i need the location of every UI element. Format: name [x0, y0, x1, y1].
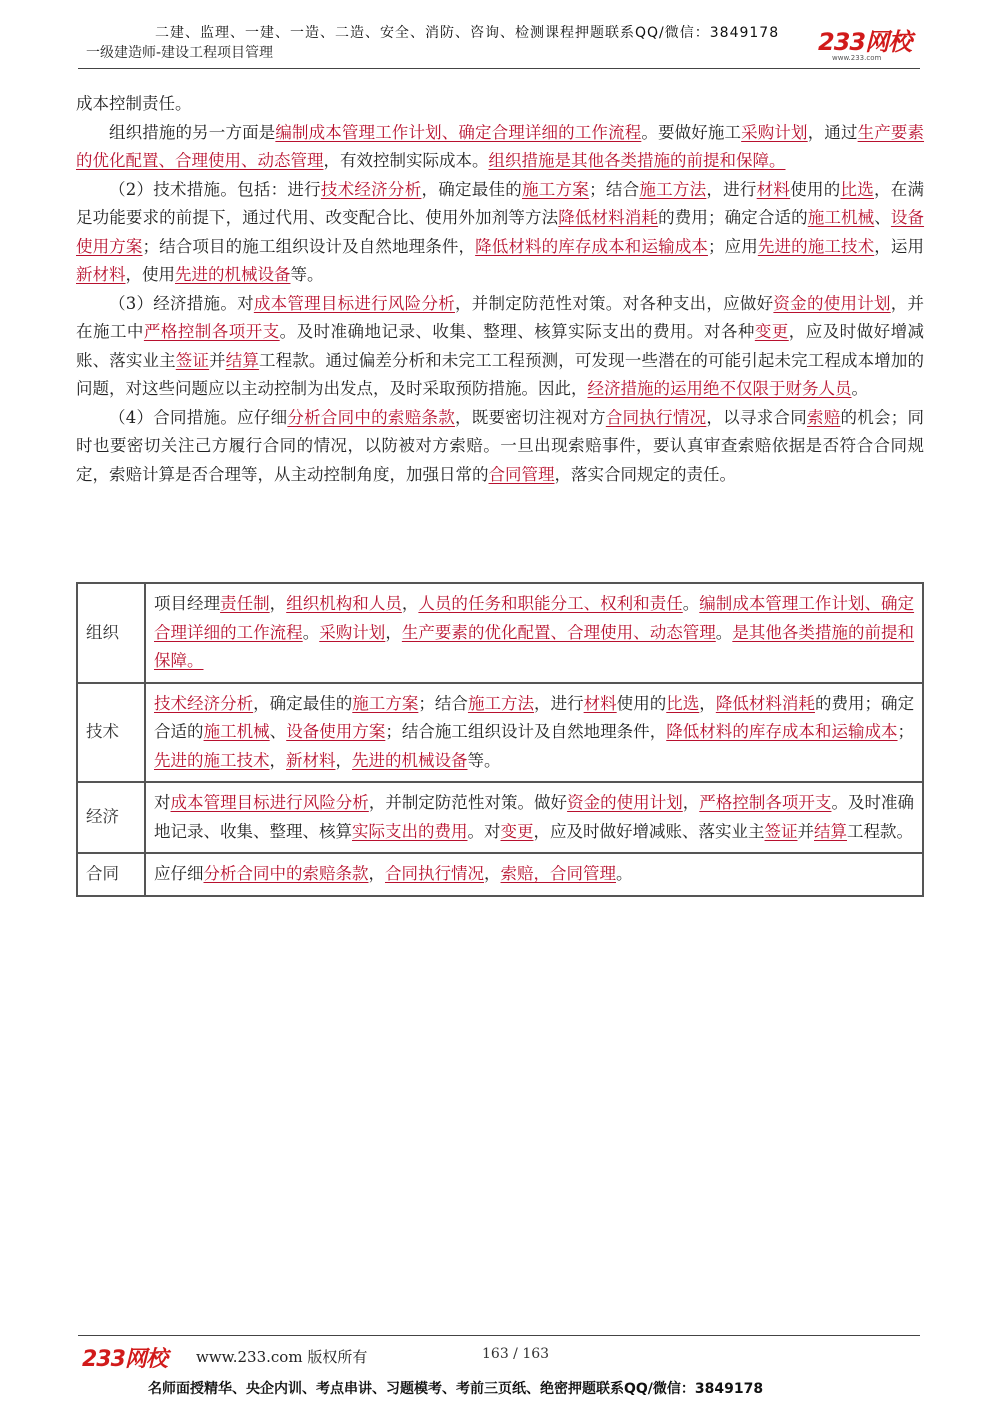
text-run: ；结合施工组织设计及自然地理条件，	[385, 722, 667, 741]
text-run: ，	[401, 594, 419, 613]
text-run: 。	[715, 622, 733, 642]
highlighted-key-term: 先进的施工技术	[757, 236, 875, 256]
highlighted-key-term: 合同管理	[488, 464, 555, 484]
highlighted-key-term: 是其他各类措施的前提和保障。	[154, 622, 915, 670]
highlighted-key-term: 施工方案	[522, 179, 590, 199]
body-paragraph	[76, 90, 924, 119]
highlighted-key-term: 新材料	[76, 265, 126, 284]
text-run: ，落实合同规定的责任。	[554, 464, 736, 484]
table-row	[77, 853, 923, 896]
text-run: ，应及时做好增减账、落实业主	[533, 821, 765, 841]
text-run: ，	[368, 864, 385, 883]
text-run: 。	[682, 594, 700, 613]
text-run: ，	[385, 622, 402, 642]
highlighted-key-term: 实际支出的费用	[352, 821, 468, 841]
text-run: 。及时准确地记录、收集、整理、核算	[154, 793, 915, 841]
measure-description	[145, 853, 923, 896]
text-run: ，应及时做好增减账、落实业主	[76, 322, 925, 370]
text-run: 使用的	[790, 179, 841, 199]
text-run: 。	[616, 864, 633, 883]
highlighted-key-term: 先进的施工技术	[154, 750, 270, 770]
highlighted-key-term: 索赔，合同管理	[500, 864, 616, 883]
measure-category: 组织	[77, 583, 145, 683]
highlighted-key-term: 比选	[840, 179, 875, 199]
highlighted-key-term: 签证	[764, 821, 798, 841]
text-run: ；应用	[707, 236, 758, 256]
brand-logo[interactable]	[818, 30, 918, 62]
text-run: ；结合项目的施工组织设计及自然地理条件，	[142, 236, 476, 256]
highlighted-key-term: 材料	[583, 693, 617, 713]
highlighted-key-term: 施工方法	[467, 693, 535, 713]
text-run: 。对	[467, 821, 501, 841]
body-paragraph	[76, 404, 924, 490]
highlighted-key-term: 采购计划	[319, 622, 386, 642]
highlighted-key-term: 技术经济分析	[320, 179, 422, 199]
text-run: ，确定最佳的	[421, 179, 523, 199]
text-run: ，	[484, 864, 501, 883]
text-run: 的费用；确定合适的	[154, 693, 915, 741]
highlighted-key-term: 技术经济分析	[154, 693, 254, 713]
text-run: 应仔细	[154, 864, 204, 883]
text-run: 、	[874, 208, 891, 227]
highlighted-key-term: 变更	[500, 821, 534, 841]
highlighted-key-term: 责任制	[220, 594, 270, 613]
text-run: 工程款。	[847, 821, 913, 841]
text-run: 项目经理	[154, 594, 221, 613]
text-run: 对	[154, 793, 171, 812]
highlighted-key-term: 编制成本管理工作计划、确定合理详细的工作流程	[154, 594, 915, 642]
highlighted-key-term: 组织措施是其他各类措施的前提和保障。	[488, 151, 786, 170]
page-number: 163 / 163	[482, 1346, 550, 1362]
text-run: 并	[209, 350, 226, 370]
text-run: ，运用	[874, 236, 925, 256]
highlighted-key-term: 设备使用方案	[76, 208, 925, 256]
text-run: 使用的	[616, 693, 667, 713]
highlighted-key-term: 合同执行情况	[605, 407, 707, 427]
highlighted-key-term: 严格控制各项开支	[143, 322, 280, 341]
text-run: ，	[699, 693, 716, 713]
text-run: 等。	[467, 750, 501, 770]
highlighted-key-term: 分析合同中的索赔条款	[203, 864, 369, 883]
highlighted-key-term: 先进的机械设备	[175, 265, 291, 284]
text-run: 。及时准确地记录、收集、整理、核算实际支出的费用。对各种	[279, 322, 755, 341]
text-run: ；	[897, 722, 915, 741]
text-run: ，并在施工中	[76, 293, 925, 341]
brand-logo-text: 233网校	[818, 28, 912, 56]
text-run: ，通过	[807, 122, 858, 142]
text-run: ，	[269, 750, 286, 770]
highlighted-key-term: 施工方案	[352, 693, 419, 713]
text-run: （2）技术措施。包括：进行	[109, 179, 321, 199]
highlighted-key-term: 严格控制各项开支	[699, 793, 832, 812]
measure-category: 技术	[77, 683, 145, 783]
text-run: ，以寻求合同	[706, 407, 807, 427]
highlighted-key-term: 降低材料消耗	[715, 693, 815, 713]
body-paragraph	[76, 176, 924, 290]
highlighted-key-term: 材料	[756, 179, 791, 199]
measure-category: 经济	[77, 782, 145, 853]
text-run: ，	[682, 793, 700, 812]
body-paragraph	[76, 290, 924, 404]
text-run: 工程款。通过偏差分析和未完工工程预测，可发现一些潜在的可能引起未完工程成本增加的问题，对这些问题应以主动控制为出发点，及时采取预防措施。因此，	[76, 350, 925, 398]
highlighted-key-term: 降低材料消耗	[558, 208, 659, 227]
highlighted-key-term: 资金的使用计划	[773, 293, 891, 313]
text-run: 组织措施的另一方面是	[109, 122, 276, 142]
highlighted-key-term: 施工方法	[639, 179, 707, 199]
highlighted-key-term: 组织机构和人员	[286, 594, 402, 613]
text-run: 等。	[290, 265, 324, 284]
highlighted-key-term: 生产要素的优化配置、合理使用、动态管理	[76, 122, 925, 170]
footer-banner: 名师面授精华、央企内训、考点串讲、习题模考、考前三页纸、绝密押题联系QQ/微信：3849178	[148, 1381, 764, 1397]
highlighted-key-term: 分析合同中的索赔条款	[287, 407, 455, 427]
text-run: 并	[797, 821, 814, 841]
header-banner: 二建、监理、一建、一造、二造、安全、消防、咨询、检测课程押题联系QQ/微信：3849178	[155, 25, 780, 41]
text-run: ，并制定防范性对策。做好	[368, 793, 568, 812]
highlighted-key-term: 采购计划	[741, 122, 808, 142]
header-divider	[78, 68, 920, 69]
table-row	[77, 782, 923, 853]
text-run: ，并制定防范性对策。对各种支出，应做好	[454, 293, 774, 313]
table-row	[77, 683, 923, 783]
text-run: ，	[269, 594, 287, 613]
text-run: ，进行	[534, 693, 584, 713]
text-run: （4）合同措施。应仔细	[109, 407, 288, 427]
highlighted-key-term: 经济措施的运用绝不仅限于财务人员	[587, 379, 852, 398]
highlighted-key-term: 成本管理目标进行风险分析	[170, 793, 369, 812]
text-run: ，确定最佳的	[253, 693, 353, 713]
measure-description	[145, 583, 923, 683]
highlighted-key-term: 比选	[666, 693, 700, 713]
text-run: （3）经济措施。对	[109, 293, 254, 313]
text-run: ，既要密切注视对方	[454, 407, 606, 427]
highlighted-key-term: 降低材料的库存成本和运输成本	[475, 236, 708, 256]
highlighted-key-term: 人员的任务和职能分工、权利和责任	[418, 594, 683, 613]
highlighted-key-term: 施工机械	[203, 722, 270, 741]
text-run: 的机会；同时也要密切关注己方履行合同的情况，以防被对方索赔。一旦出现索赔事件，要认真审查索赔依据是否符合合同规定，索赔计算是否合理等，从主动控制角度，加强日常的	[76, 407, 925, 484]
footer-copyright: www.233.com 版权所有	[196, 1348, 368, 1366]
highlighted-key-term: 资金的使用计划	[567, 793, 683, 812]
text-run: 的费用；确定合适的	[658, 208, 808, 227]
highlighted-key-term: 签证	[175, 350, 210, 370]
measure-category: 合同	[77, 853, 145, 896]
highlighted-key-term: 生产要素的优化配置、合理使用、动态管理	[401, 622, 716, 642]
text-run: ，有效控制实际成本。	[323, 151, 489, 170]
highlighted-key-term: 新材料	[286, 750, 336, 770]
highlighted-key-term: 变更	[754, 322, 789, 341]
text-run: 。	[851, 379, 868, 398]
highlighted-key-term: 合同执行情况	[385, 864, 484, 883]
highlighted-key-term: 施工机械	[807, 208, 875, 227]
footer-divider	[78, 1335, 920, 1336]
text-run: 成本控制责任。	[76, 94, 192, 113]
document-body	[76, 90, 924, 489]
table-row	[77, 583, 923, 683]
highlighted-key-term: 索赔	[806, 407, 841, 427]
text-run: ，	[335, 750, 352, 770]
measures-summary-table	[76, 582, 924, 897]
measure-description	[145, 683, 923, 783]
text-run: ；结合	[418, 693, 468, 713]
highlighted-key-term: 编制成本管理工作计划、确定合理详细的工作流程	[275, 122, 642, 142]
text-run: ，进行	[706, 179, 757, 199]
document-title: 一级建造师-建设工程项目管理	[86, 45, 274, 61]
text-run: 。	[302, 622, 320, 642]
highlighted-key-term: 结算	[225, 350, 259, 370]
text-run: ；结合	[589, 179, 640, 199]
highlighted-key-term: 降低材料的库存成本和运输成本	[666, 722, 898, 741]
highlighted-key-term: 设备使用方案	[286, 722, 386, 741]
text-run: 、	[269, 722, 287, 741]
footer-logo[interactable]: 233网校	[82, 1347, 167, 1372]
body-paragraph	[76, 119, 924, 176]
text-run: ，在满足功能要求的前提下，通过代用、改变配合比、使用外加剂等方法	[76, 179, 925, 227]
brand-logo-url: www.233.com	[832, 54, 882, 62]
highlighted-key-term: 先进的机械设备	[352, 750, 468, 770]
highlighted-key-term: 成本管理目标进行风险分析	[253, 293, 455, 313]
highlighted-key-term: 结算	[814, 821, 847, 841]
measure-description	[145, 782, 923, 853]
text-run: 。要做好施工	[641, 122, 742, 142]
text-run: ，使用	[125, 265, 175, 284]
